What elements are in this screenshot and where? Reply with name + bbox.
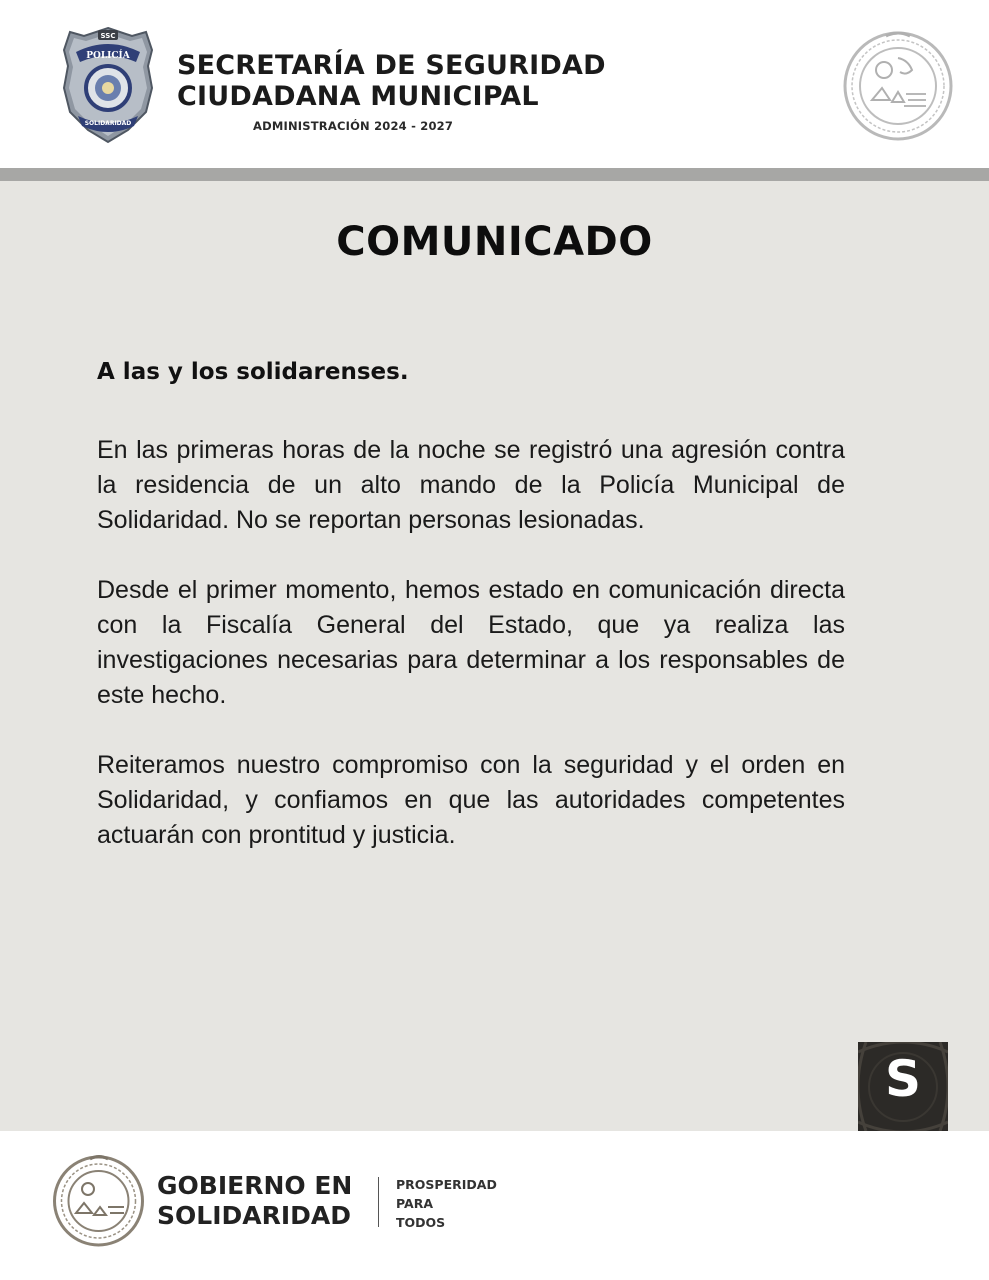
paragraph-1: En las primeras horas de la noche se registró una agresión contra la residencia de un alto mando de la Policía Municipal de Solidaridad. No se reportan personas lesionadas.: [97, 436, 845, 534]
slogan: [396, 1175, 497, 1232]
organization-title: [177, 50, 606, 112]
government-name-line2: SOLIDARIDAD: [157, 1201, 351, 1230]
organization-title-line1: SECRETARÍA DE SEGURIDAD: [177, 50, 606, 81]
organization-title-line2: CIUDADANA MUNICIPAL: [177, 81, 539, 112]
badge-label: POLICÍA: [86, 51, 130, 61]
s-logo-dark-panel: [858, 1042, 948, 1131]
header-divider-bar: [0, 168, 989, 181]
salutation: A las y los solidarenses.: [97, 359, 409, 385]
communique-body: [0, 181, 989, 1131]
police-badge-logo: [62, 26, 154, 144]
slogan-line3: TODOS: [396, 1215, 446, 1230]
badge-top-text: SSC: [100, 32, 116, 40]
s-letter: S: [884, 1050, 921, 1108]
slogan-line1: PROSPERIDAD: [396, 1177, 497, 1192]
paragraph-2: Desde el primer momento, hemos estado en comunicación directa con la Fiscalía General del Estado, que ya realiza las investigaciones necesarias para determinar a los responsables de este hecho.: [97, 576, 845, 709]
government-name-line1: GOBIERNO EN: [157, 1171, 353, 1200]
paragraph-3: Reiteramos nuestro compromiso con la seguridad y el orden en Solidaridad, y confiamos en que las autoridades competentes actuarán con prontitud y justicia.: [97, 751, 845, 849]
badge-bottom-text: SOLIDARIDAD: [84, 120, 132, 127]
government-seal-icon: [52, 1153, 145, 1249]
footer-divider: [378, 1177, 379, 1227]
footer: [0, 1131, 989, 1280]
header: [0, 0, 989, 168]
government-name: [157, 1171, 352, 1231]
slogan-line2: PARA: [396, 1196, 433, 1211]
administration-period: ADMINISTRACIÓN 2024 - 2027: [253, 119, 454, 133]
municipal-seal-icon: [842, 28, 954, 143]
document-title: COMUNICADO: [336, 219, 653, 265]
